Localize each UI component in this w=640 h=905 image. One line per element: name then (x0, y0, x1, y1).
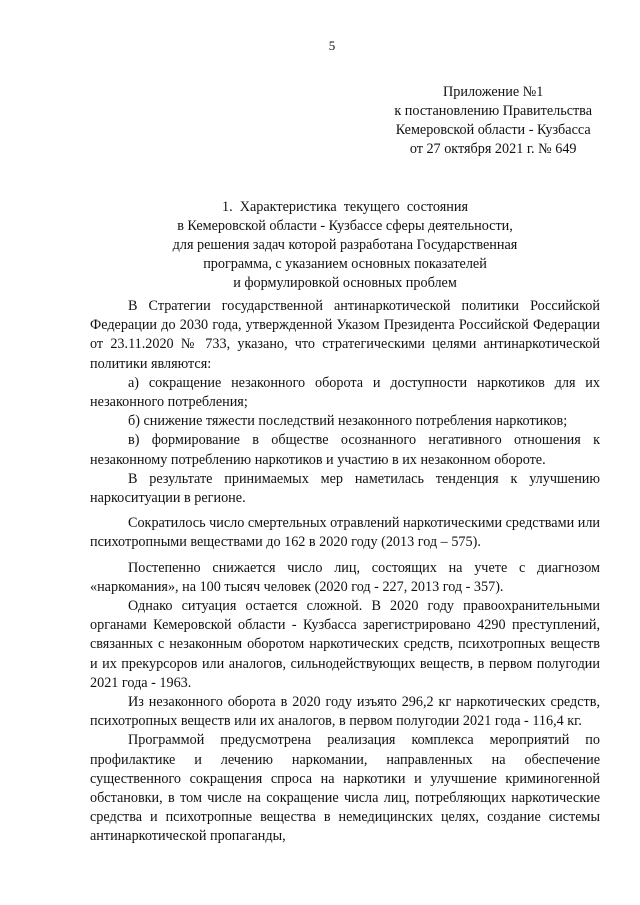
appendix-line: Кемеровской области - Кузбасса (395, 122, 591, 138)
heading-line: для решения задач которой разработана Государственная (172, 237, 518, 253)
body-paragraph: В Стратегии государственной антинаркотической политики Российской Федерации до 2030 года, утвержденной Указом Президента Российской Федерации от 23.11.2020 № 733, указано, что стратегическими целями антинаркотической политики являются: (90, 298, 600, 372)
document-body (90, 297, 600, 847)
appendix-line: от 27 октября 2021 г. № 649 (409, 141, 577, 157)
page-number: 5 (328, 38, 336, 53)
body-paragraph: а) сокращение незаконного оборота и доступности наркотиков для их незаконного потребления; (90, 374, 600, 411)
body-paragraph: В результате принимаемых мер наметилась тенденция к улучшению наркоситуации в регионе. (90, 470, 600, 507)
appendix-line: Приложение №1 (443, 84, 544, 100)
appendix-block (394, 83, 592, 159)
heading-line: в Кемеровской области - Кузбассе сферы деятельности, (177, 218, 513, 234)
body-paragraph: в) формирование в обществе осознанного негативного отношения к незаконному потреблению наркотиков и участию в их незаконном обороте. (90, 432, 600, 468)
appendix-line: к постановлению Правительства (394, 103, 592, 119)
body-paragraph: Из незаконного оборота в 2020 году изъято 296,2 кг наркотических средств, психотропных веществ или их аналогов, в первом полугодии 2021 года - 116,4 кг. (90, 694, 600, 730)
heading-line: и формулировкой основных проблем (233, 275, 457, 291)
body-paragraph: Однако ситуация остается сложной. В 2020 году правоохранительными органами Кемеровской области - Кузбасса зарегистрировано 4290 преступлений, связанных с незаконным оборотом наркотических средств, психотропных веществ и их прекурсоров или аналогов, сильнодействующих веществ, в первом полугодии 2021 года - 1963. (90, 598, 600, 691)
heading-line: 1. Характеристика текущего состояния (222, 199, 468, 215)
body-paragraph: Сократилось число смертельных отравлений наркотическими средствами или психотропными веществами до 162 в 2020 году (2013 год – 575). (90, 515, 600, 551)
body-paragraph: Программой предусмотрена реализация комплекса мероприятий по профилактике и лечению наркомании, направленных на обеспечение существенного сокращения спроса на наркотики и улучшение криминогенной обстановки, в том числе на сокращение числа лиц, потребляющих наркотические средства и психотропные вещества в немедицинских целях, создание системы антинаркотической пропаганды, (90, 732, 600, 845)
body-paragraph: Постепенно снижается число лиц, состоящих на учете с диагнозом «наркомания», на 100 тысяч человек (2020 год - 227, 2013 год - 357). (90, 559, 600, 595)
body-paragraph: б) снижение тяжести последствий незаконного потребления наркотиков; (128, 413, 568, 430)
section-heading (90, 198, 600, 293)
heading-line: программа, с указанием основных показателей (203, 256, 487, 272)
